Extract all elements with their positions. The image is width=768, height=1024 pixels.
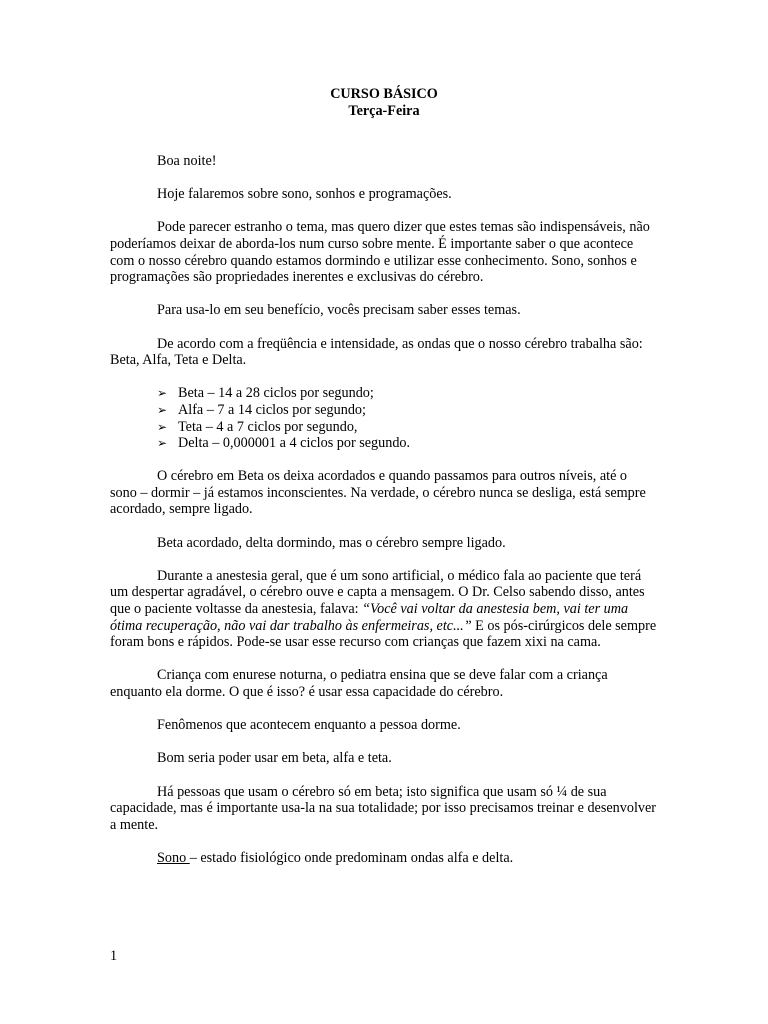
list-item: ➢ Alfa – 7 a 14 ciclos por segundo; — [157, 401, 366, 418]
paragraph-beta-delta: Beta acordado, delta dormindo, mas o cérebro sempre ligado. — [157, 534, 506, 551]
paragraph-greeting: Boa noite! — [157, 153, 217, 169]
list-item: ➢ Beta – 14 a 28 ciclos por segundo; — [157, 385, 374, 402]
paragraph-use: Bom seria poder usar em beta, alfa e teta. — [157, 750, 392, 767]
list-item: ➢ Delta – 0,000001 a 4 ciclos por segundo. — [157, 435, 411, 452]
paragraph-topic: Pode parecer estranho o tema, mas quero dizer que estes temas são indispensáveis, não poderíamos deixar de aborda-los num curso sobre mente. É importante saber o que acontece com o nosso cérebro quando estamos dormindo e utilizar esse conhecimento. Sono, sonhos e programações são propriedades inerentes e exclusivas do cérebro. — [110, 219, 650, 286]
term-sono: Sono — [157, 849, 190, 866]
arrow-bullet-icon: ➢ — [157, 386, 168, 401]
doctor-quote: “Você vai voltar da anestesia bem, vai ter uma ótima recuperação, não vai dar trabalho às enfermeiras, etc...” — [110, 601, 629, 634]
paragraph-beta-cont: sono – dormir – já estamos inconscientes. Na verdade, o cérebro nunca se desliga, está sempre acordado, sempre ligado. — [110, 484, 646, 518]
paragraph-phenomena: Fenômenos que acontecem enquanto a pessoa dorme. — [157, 717, 461, 734]
paragraph-anesthesia: Durante a anestesia geral, que é um sono artificial, o médico fala ao paciente que terá um despertar agradável, o cérebro ouve e capta a mensagem. O Dr. Celso sabendo disso, antes que o paciente voltasse da anestesia, falava: “Você vai voltar da anestesia bem, vai ter uma ótima recuperação, não vai dar trabalho às enfermeiras, etc...” E os pós-cirúrgicos dele sempre foram bons e rápidos. Pode-se usar esse recurso com crianças que fazem xixi na cama. — [110, 567, 657, 651]
paragraph-intro: Hoje falaremos sobre sono, sonhos e programações. — [157, 186, 452, 203]
document-subtitle: Terça-Feira — [348, 102, 420, 119]
arrow-bullet-icon: ➢ — [157, 419, 168, 434]
document-title: CURSO BÁSICO — [330, 86, 438, 102]
paragraph-beta: O cérebro em Beta os deixa acordados e quando passamos para outros níveis, até o — [157, 468, 628, 485]
list-item: ➢ Teta – 4 a 7 ciclos por segundo, — [157, 418, 358, 435]
paragraph-enuresis: Criança com enurese noturna, o pediatra ensina que se deve falar com a criança enquanto ela dorme. O que é isso? é usar essa capacidade do cérebro. — [110, 667, 608, 700]
arrow-bullet-icon: ➢ — [157, 402, 168, 417]
title-block — [0, 86, 768, 119]
paragraph-waves: De acordo com a freqüência e intensidade, as ondas que o nosso cérebro trabalha são: Beta, Alfa, Teta e Delta. — [110, 335, 643, 369]
paragraph-capacity: Há pessoas que usam o cérebro só em beta; isto significa que usam só ¼ de sua capacidade, mas é importante usa-la na sua totalidade; por isso precisamos treinar e desenvolver a mente. — [110, 783, 657, 833]
page-number: 1 — [110, 948, 118, 964]
paragraph-benefit: Para usa-lo em seu benefício, vocês precisam saber esses temas. — [157, 302, 521, 319]
paragraph-sleep-definition: Sono – estado fisiológico onde predominam ondas alfa e delta. — [157, 849, 514, 866]
wave-list — [110, 385, 660, 451]
arrow-bullet-icon: ➢ — [157, 436, 168, 451]
document-body — [110, 153, 660, 883]
